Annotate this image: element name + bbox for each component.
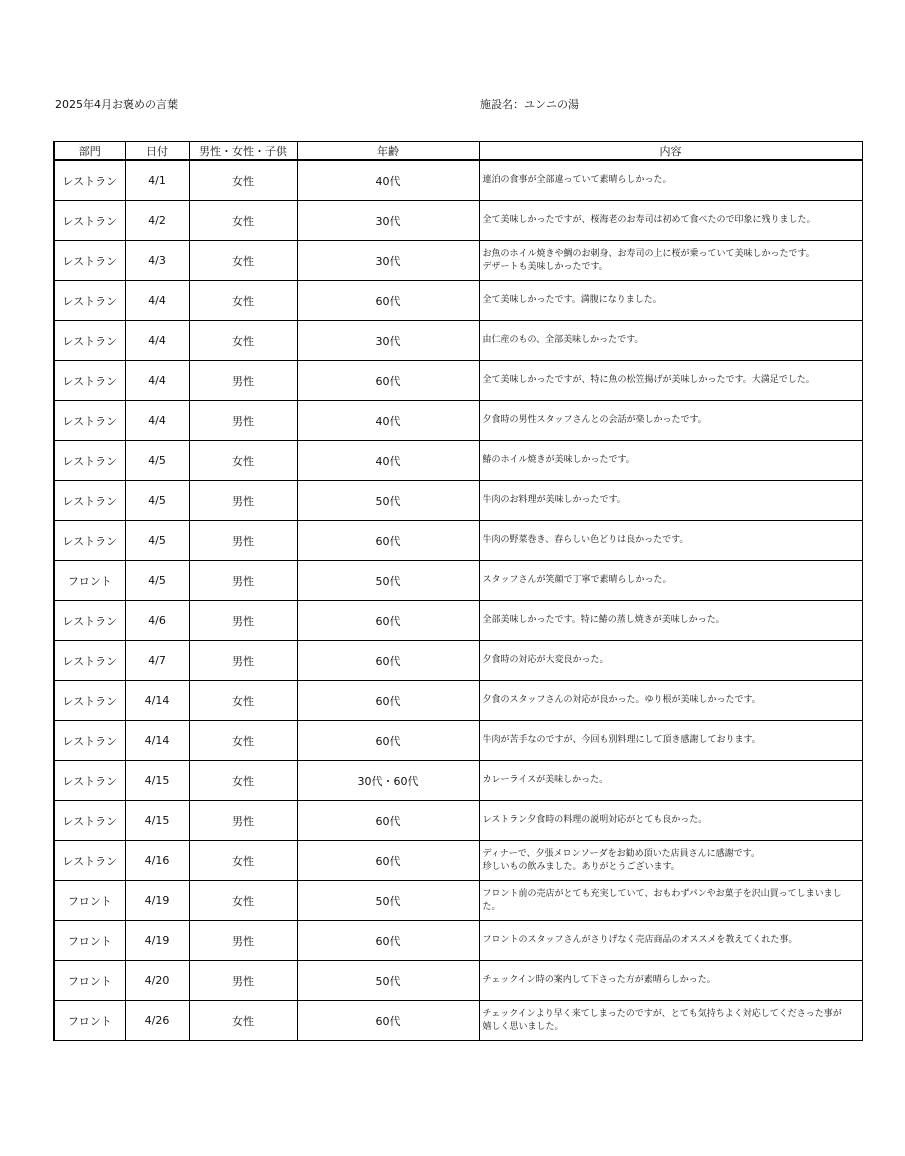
cell-department: レストラン (54, 321, 125, 361)
cell-comment: チェックイン時の案内して下さった方が素晴らしかった。 (479, 961, 862, 1001)
cell-department: レストラン (54, 521, 125, 561)
cell-gender: 男性 (189, 361, 297, 401)
table-row (54, 521, 862, 561)
cell-age: 60代 (297, 641, 479, 681)
cell-department: レストラン (54, 201, 125, 241)
cell-gender: 男性 (189, 801, 297, 841)
cell-department: フロント (54, 961, 125, 1001)
cell-comment: 夕食時の対応が大変良かった。 (479, 641, 862, 681)
cell-age: 60代 (297, 681, 479, 721)
cell-date: 4/16 (125, 841, 189, 881)
table-row (54, 441, 862, 481)
cell-date: 4/15 (125, 761, 189, 801)
facility-name: 施設名：ユンニの湯 (480, 98, 579, 111)
cell-comment: 連泊の食事が全部違っていて素晴らしかった。 (479, 160, 862, 201)
cell-date: 4/5 (125, 561, 189, 601)
cell-date: 4/7 (125, 641, 189, 681)
cell-comment: 鰆のホイル焼きが美味しかったです。 (479, 441, 862, 481)
cell-age: 60代 (297, 721, 479, 761)
table-row (54, 401, 862, 441)
cell-gender: 女性 (189, 841, 297, 881)
cell-age: 40代 (297, 160, 479, 201)
cell-date: 4/5 (125, 481, 189, 521)
cell-comment: 夕食時の男性スタッフさんとの会話が楽しかったです。 (479, 401, 862, 441)
cell-age: 50代 (297, 881, 479, 921)
cell-department: レストラン (54, 401, 125, 441)
cell-department: レストラン (54, 721, 125, 761)
cell-comment: 由仁産のもの、全部美味しかったです。 (479, 321, 862, 361)
cell-comment: 全て美味しかったですが、特に魚の松笠揚げが美味しかったです。大満足でした。 (479, 361, 862, 401)
praise-table (53, 141, 863, 1041)
cell-age: 60代 (297, 841, 479, 881)
cell-gender: 男性 (189, 401, 297, 441)
cell-age: 50代 (297, 961, 479, 1001)
cell-comment: お魚のホイル焼きや鯛のお刺身、お寿司の上に桜が乗っていて美味しかったです。 デザートも美味しかったです。 (479, 241, 862, 281)
cell-gender: 女性 (189, 441, 297, 481)
cell-gender: 女性 (189, 721, 297, 761)
table-row (54, 801, 862, 841)
cell-comment: レストラン夕食時の料理の説明対応がとても良かった。 (479, 801, 862, 841)
cell-date: 4/4 (125, 281, 189, 321)
cell-age: 60代 (297, 1001, 479, 1041)
page-title: 2025年4月お褒めの言葉 (55, 98, 178, 111)
cell-gender: 男性 (189, 601, 297, 641)
cell-department: フロント (54, 1001, 125, 1041)
cell-gender: 男性 (189, 641, 297, 681)
cell-gender: 男性 (189, 961, 297, 1001)
cell-comment: 全部美味しかったです。特に鰆の蒸し焼きが美味しかった。 (479, 601, 862, 641)
cell-age: 60代 (297, 601, 479, 641)
cell-comment: ディナーで、夕張メロンソーダをお勧め頂いた店員さんに感謝です。 珍しいもの飲みました。ありがとうございます。 (479, 841, 862, 881)
table-row (54, 681, 862, 721)
cell-gender: 女性 (189, 241, 297, 281)
table-row (54, 1001, 862, 1041)
cell-comment: 全て美味しかったですが、桜海老のお寿司は初めて食べたので印象に残りました。 (479, 201, 862, 241)
cell-age: 60代 (297, 801, 479, 841)
cell-department: フロント (54, 881, 125, 921)
table-row (54, 241, 862, 281)
cell-comment: カレーライスが美味しかった。 (479, 761, 862, 801)
cell-department: レストラン (54, 241, 125, 281)
cell-date: 4/5 (125, 521, 189, 561)
cell-department: レストラン (54, 761, 125, 801)
cell-age: 30代・60代 (297, 761, 479, 801)
cell-gender: 女性 (189, 160, 297, 201)
cell-gender: 女性 (189, 201, 297, 241)
cell-department: レストラン (54, 481, 125, 521)
cell-department: レストラン (54, 641, 125, 681)
column-header-department: 部門 (54, 142, 125, 161)
cell-department: レストラン (54, 281, 125, 321)
cell-date: 4/19 (125, 921, 189, 961)
cell-age: 30代 (297, 241, 479, 281)
table-row (54, 361, 862, 401)
cell-age: 30代 (297, 201, 479, 241)
table-row (54, 921, 862, 961)
cell-department: レストラン (54, 160, 125, 201)
cell-department: レストラン (54, 681, 125, 721)
cell-date: 4/19 (125, 881, 189, 921)
cell-gender: 男性 (189, 561, 297, 601)
cell-date: 4/14 (125, 681, 189, 721)
cell-comment: 牛肉が苦手なのですが、今回も別料理にして頂き感謝しております。 (479, 721, 862, 761)
cell-gender: 男性 (189, 481, 297, 521)
table-row (54, 841, 862, 881)
cell-department: レストラン (54, 801, 125, 841)
table-row (54, 761, 862, 801)
cell-gender: 男性 (189, 921, 297, 961)
table-row (54, 321, 862, 361)
cell-age: 50代 (297, 561, 479, 601)
cell-date: 4/2 (125, 201, 189, 241)
cell-department: フロント (54, 561, 125, 601)
table-row (54, 881, 862, 921)
table-row (54, 641, 862, 681)
cell-comment: 夕食のスタッフさんの対応が良かった。ゆり根が美味しかったです。 (479, 681, 862, 721)
column-header-content: 内容 (479, 142, 862, 161)
table-row (54, 601, 862, 641)
cell-comment: チェックインより早く来てしまったのですが、とても気持ちよく対応してくださった事が 嬉しく思いました。 (479, 1001, 862, 1041)
cell-gender: 女性 (189, 881, 297, 921)
cell-gender: 女性 (189, 281, 297, 321)
cell-gender: 女性 (189, 761, 297, 801)
cell-date: 4/4 (125, 401, 189, 441)
table-row (54, 160, 862, 201)
table-header (54, 142, 862, 161)
table-row (54, 201, 862, 241)
table-body (54, 160, 862, 1041)
cell-age: 40代 (297, 401, 479, 441)
cell-comment: スタッフさんが笑顔で丁寧で素晴らしかった。 (479, 561, 862, 601)
table-row (54, 961, 862, 1001)
cell-comment: 牛肉のお料理が美味しかったです。 (479, 481, 862, 521)
document-header (55, 96, 860, 112)
cell-department: レストラン (54, 441, 125, 481)
cell-gender: 女性 (189, 321, 297, 361)
cell-comment: フロント前の売店がとても充実していて、おもわずパンやお菓子を沢山買ってしまいまし た。 (479, 881, 862, 921)
cell-department: レストラン (54, 601, 125, 641)
cell-age: 60代 (297, 281, 479, 321)
header-row (54, 142, 862, 161)
cell-comment: フロントのスタッフさんがさりげなく売店商品のオススメを教えてくれた事。 (479, 921, 862, 961)
cell-department: レストラン (54, 361, 125, 401)
cell-comment: 牛肉の野菜巻き、春らしい色どりは良かったです。 (479, 521, 862, 561)
cell-age: 60代 (297, 921, 479, 961)
table-row (54, 721, 862, 761)
cell-date: 4/26 (125, 1001, 189, 1041)
cell-date: 4/15 (125, 801, 189, 841)
cell-department: フロント (54, 921, 125, 961)
cell-gender: 女性 (189, 681, 297, 721)
cell-age: 50代 (297, 481, 479, 521)
cell-date: 4/14 (125, 721, 189, 761)
cell-age: 40代 (297, 441, 479, 481)
cell-date: 4/4 (125, 361, 189, 401)
cell-age: 30代 (297, 321, 479, 361)
column-header-age: 年齢 (297, 142, 479, 161)
cell-date: 4/6 (125, 601, 189, 641)
cell-date: 4/3 (125, 241, 189, 281)
cell-date: 4/20 (125, 961, 189, 1001)
cell-date: 4/4 (125, 321, 189, 361)
cell-comment: 全て美味しかったです。満腹になりました。 (479, 281, 862, 321)
cell-age: 60代 (297, 361, 479, 401)
column-header-date: 日付 (125, 142, 189, 161)
cell-date: 4/5 (125, 441, 189, 481)
cell-department: レストラン (54, 841, 125, 881)
table-row (54, 481, 862, 521)
table-row (54, 561, 862, 601)
cell-gender: 女性 (189, 1001, 297, 1041)
cell-gender: 男性 (189, 521, 297, 561)
column-header-gender: 男性・女性・子供 (189, 142, 297, 161)
table-row (54, 281, 862, 321)
cell-age: 60代 (297, 521, 479, 561)
cell-date: 4/1 (125, 160, 189, 201)
